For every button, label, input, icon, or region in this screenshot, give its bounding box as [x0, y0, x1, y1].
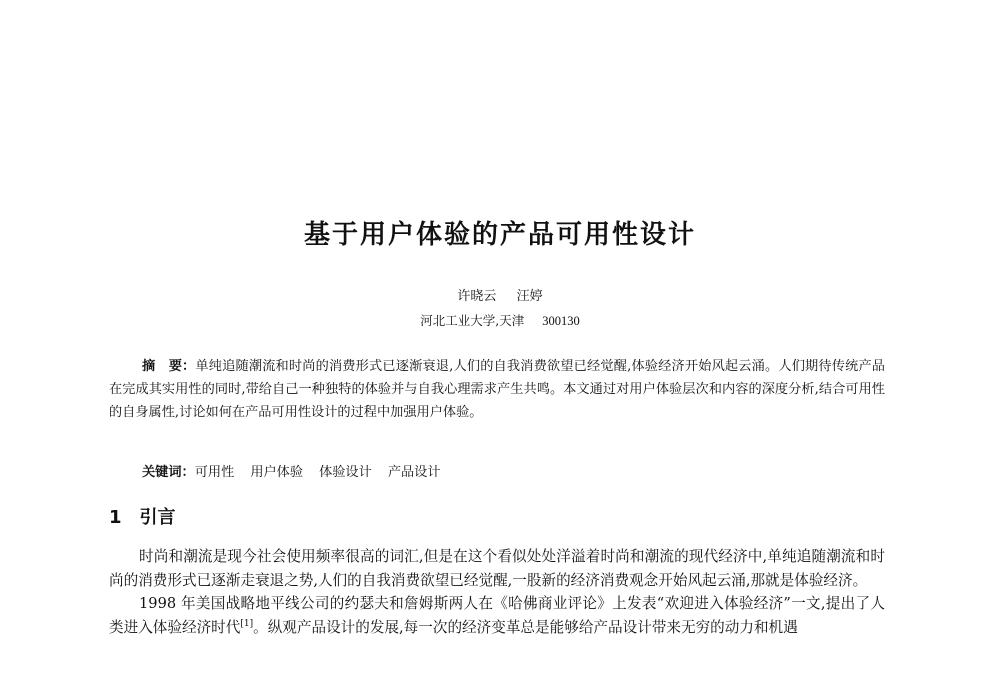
- paragraph-text: 时尚和潮流是现今社会使用频率很高的词汇,但是在这个看似处处洋溢着时尚和潮流的现代经济中,单纯追随潮流和时尚的消费形式已逐渐走衰退之势,人们的自我消费欲望已经觉醒,一股新的经济消费观念开始风起云涌,那就是体验经济。: [109, 548, 885, 589]
- keyword: 产品设计: [387, 465, 441, 480]
- affiliation-line: [0, 311, 1000, 329]
- section-title: 引言: [139, 507, 176, 528]
- body-text: [109, 545, 885, 639]
- postal-code: 300130: [542, 314, 580, 328]
- author-name: 许晓云: [457, 289, 497, 304]
- section-heading: [109, 503, 176, 529]
- keyword: 体验设计: [319, 465, 372, 480]
- abstract-text: 单纯追随潮流和时尚的消费形式已逐渐衰退,人们的自我消费欲望已经觉醒,体验经济开始风起云涌。人们期待传统产品在完成其实用性的同时,带给自己一种独特的体验并与自我心理需求产生共鸣。本文通过对用户体验层次和内容的深度分析,结合可用性的自身属性,讨论如何在产品可用性设计的过程中加强用户体验。: [109, 359, 885, 420]
- paragraph: [109, 545, 885, 592]
- author-name: 汪婷: [516, 289, 543, 304]
- paper-title: 基于用户体验的产品可用性设计: [303, 220, 696, 250]
- paragraph-text: 1998 年美国战略地平线公司的约瑟夫和詹姆斯两人在《哈佛商业评论》上发表“欢迎进入体验经济”一文,提出了人类进入体验经济时代: [109, 595, 885, 636]
- abstract: [109, 355, 885, 424]
- author-list: [0, 285, 1000, 304]
- keywords: [142, 461, 457, 480]
- section-number: 1: [109, 507, 122, 528]
- paragraph-text: 。纵观产品设计的发展,每一次的经济变革总是能够给产品设计带来无穷的动力和机遇: [253, 618, 798, 636]
- keyword: 用户体验: [250, 465, 304, 480]
- keyword: 可用性: [194, 465, 235, 480]
- affiliation: 河北工业大学,天津: [420, 313, 525, 328]
- paragraph: [109, 592, 885, 639]
- abstract-label: 摘 要：: [142, 359, 196, 374]
- keywords-label: 关键词：: [142, 465, 195, 480]
- citation: [1]: [240, 618, 254, 629]
